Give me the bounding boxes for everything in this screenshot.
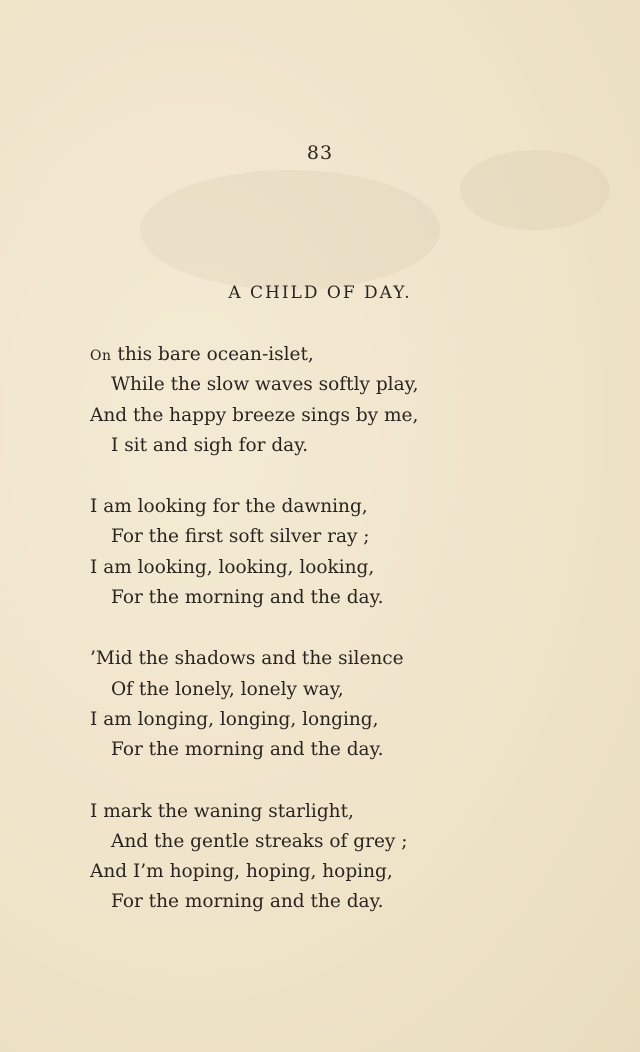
poem-line: I am looking, looking, looking, — [90, 556, 375, 578]
poem-line: I mark the waning starlight, — [90, 800, 354, 822]
poem-line: And the happy breeze sings by me, — [90, 404, 419, 426]
poem-line: I sit and sigh for day. — [111, 434, 309, 456]
poem-line: For the morning and the day. — [111, 891, 384, 913]
poem-line: I am longing, longing, longing, — [90, 708, 379, 730]
poem-body — [90, 340, 570, 949]
page-number: 83 — [306, 142, 334, 164]
stanza — [90, 492, 570, 613]
stanza — [90, 340, 570, 461]
line-text: this bare ocean-islet, — [111, 344, 314, 365]
poem-title: A CHILD OF DAY. — [228, 283, 412, 303]
poem-line: For the morning and the day. — [111, 739, 384, 761]
show-through-smudge — [140, 170, 440, 290]
poem-line: And I’m hoping, hoping, hoping, — [90, 861, 393, 883]
poem-line — [90, 340, 570, 370]
drop-cap-word: On — [90, 348, 112, 364]
poem-line: I am looking for the dawning, — [90, 496, 368, 518]
stanza — [90, 797, 570, 918]
poem-line: While the slow waves softly play, — [111, 374, 419, 396]
poem-line: ’Mid the shadows and the silence — [90, 648, 404, 670]
poem-line: For the first soft silver ray ; — [111, 526, 370, 548]
poem-line: And the gentle streaks of grey ; — [111, 830, 408, 852]
stanza — [90, 644, 570, 765]
poem-line: Of the lonely, lonely way, — [111, 678, 344, 700]
poem-line: For the morning and the day. — [111, 587, 384, 609]
